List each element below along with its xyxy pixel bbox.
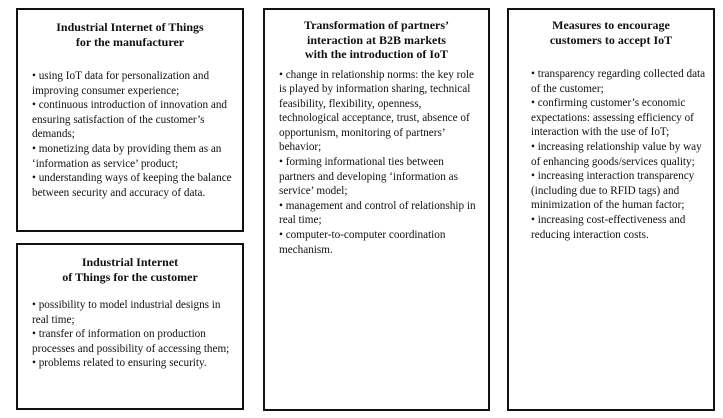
title-line: Industrial Internet (81, 255, 179, 269)
list-item: • increasing cost-effectiveness and reducing interaction costs. (531, 213, 686, 241)
list-item: • change in relationship norms: the key role is played by information sharing, technical feasibility, flexibility, openness, technological acceptance, trust, absence of opportunism, monitoring of partners’ behavior; (279, 68, 474, 154)
box-iot-acceptance-measures (507, 8, 715, 411)
list-item: • confirming customer’s economic expectations: assessing efficiency of interaction with the use of IoT; (531, 97, 694, 139)
box-title (271, 18, 482, 62)
title-line: Industrial Internet of Things (56, 20, 204, 34)
box-iiot-manufacturer (16, 8, 244, 232)
title-line: interaction at B2B markets (307, 32, 446, 47)
list-item: • monetizing data by providing them as an ‘information as service’ product; (32, 142, 222, 170)
title-line: Transformation of partners’ (303, 18, 450, 32)
list-item: • increasing interaction transparency (including due to RFID tags) and minimization of the human factor; (531, 170, 695, 212)
bullet-list (32, 69, 236, 200)
list-item: • problems related to ensuring security. (32, 357, 207, 370)
list-item: • using IoT data for personalization and improving consumer experience; (32, 70, 210, 97)
title-line: customers to accept IoT (549, 32, 673, 47)
box-title (24, 20, 236, 49)
list-item: • continuous introduction of innovation and ensuring satisfaction of the customer’s demands; (32, 99, 228, 141)
list-item: • forming informational ties between partners and developing ‘information as service’ model; (279, 156, 458, 198)
bullet-list (531, 67, 707, 242)
list-item: • increasing relationship value by way of enhancing goods/services quality; (531, 140, 702, 168)
list-item: • possibility to model industrial designs in real time; (32, 299, 221, 326)
bullet-list (32, 298, 236, 371)
box-title (24, 255, 236, 284)
box-title (515, 18, 707, 47)
box-b2b-transformation (263, 8, 490, 411)
list-item: • computer-to-computer coordination mechanism. (279, 229, 446, 256)
title-line: Measures to encourage (552, 18, 670, 32)
title-line: for the manufacturer (75, 34, 185, 49)
bullet-list (279, 68, 482, 258)
box-iiot-customer (16, 243, 244, 410)
list-item: • management and control of relationship in real time; (279, 199, 476, 227)
list-item: • transfer of information on production processes and possibility of accessing them; (32, 328, 230, 355)
title-line: of Things for the customer (62, 269, 198, 284)
list-item: • understanding ways of keeping the balance between security and accuracy of data. (32, 172, 232, 199)
title-line: with the introduction of IoT (304, 47, 449, 61)
list-item: • transparency regarding collected data of the customer; (531, 68, 706, 95)
